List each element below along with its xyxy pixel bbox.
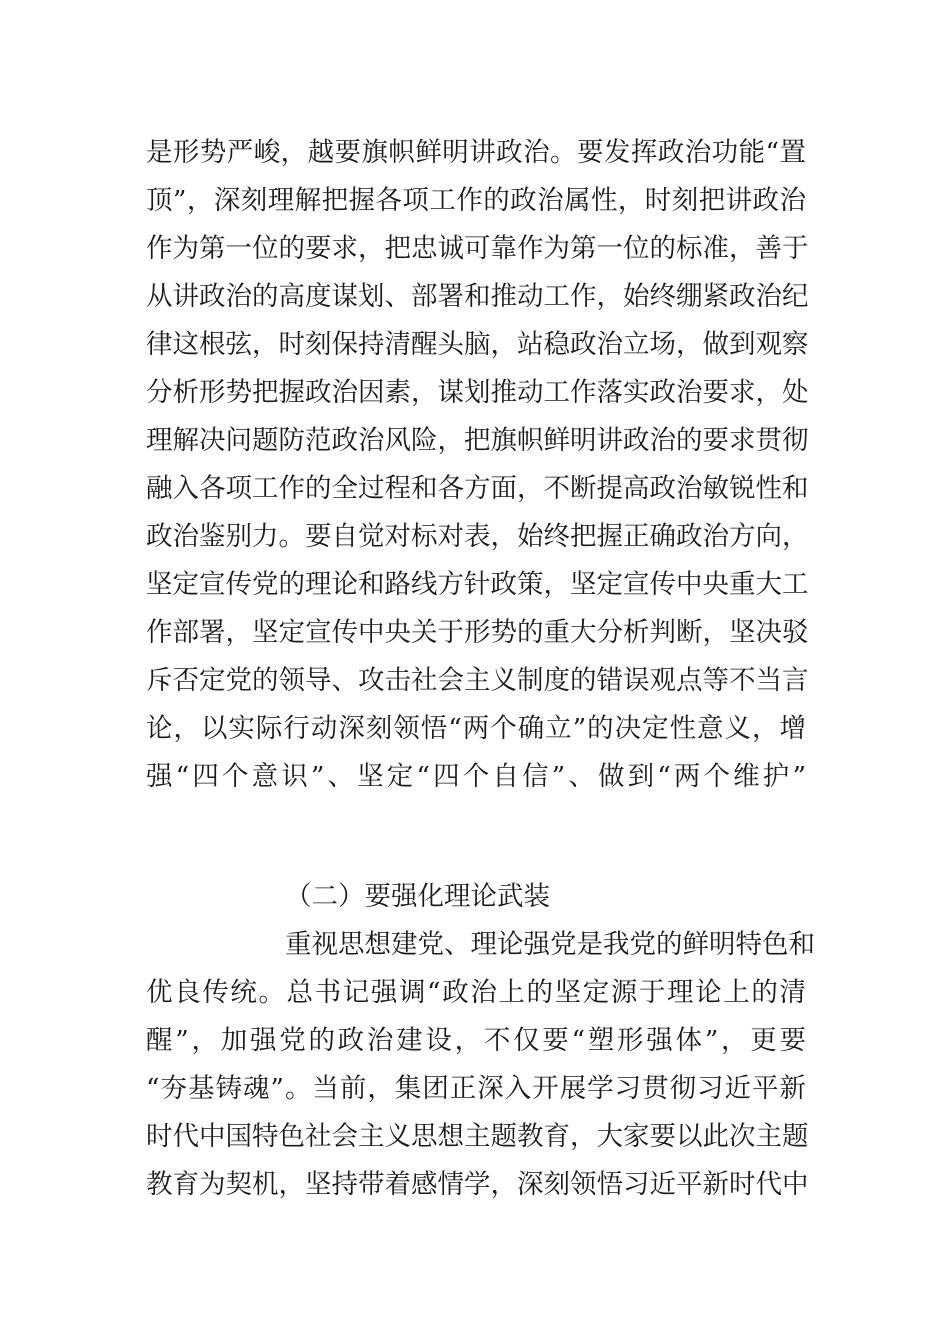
paragraph-line: 作为第一位的要求，把忠诚可靠作为第一位的标准，善于: [146, 233, 809, 264]
paragraph-first-line: 重视思想建党、理论强党是我党的鲜明特色和: [285, 929, 815, 960]
paragraph-line: “夯基铸魂”。当前，集团正深入开展学习贯彻习近平新: [146, 1073, 806, 1104]
paragraph-line: 从讲政治的高度谋划、部署和推动工作，始终绷紧政治纪: [146, 281, 809, 312]
paragraph-line: 教育为契机，坚持带着感情学，深刻领悟习近平新时代中: [146, 1169, 809, 1200]
paragraph-line: 融入各项工作的全过程和各方面，不断提高政治敏锐性和: [146, 473, 809, 504]
paragraph-line: 作部署，坚定宣传中央关于形势的重大分析判断，坚决驳: [146, 617, 809, 648]
paragraph-line: 政治鉴别力。要自觉对标对表，始终把握正确政治方向，: [146, 521, 809, 552]
paragraph-line: 理解决问题防范政治风险，把旗帜鲜明讲政治的要求贯彻: [146, 425, 809, 456]
paragraph-line: 论，以实际行动深刻领悟“两个确立”的决定性意义，增: [146, 713, 806, 744]
paragraph-line: 顶”，深刻理解把握各项工作的政治属性，时刻把讲政治: [146, 185, 806, 216]
paragraph-line: 是形势严峻，越要旗帜鲜明讲政治。要发挥政治功能“置: [146, 137, 806, 168]
paragraph-line: 分析形势把握政治因素，谋划推动工作落实政治要求，处: [146, 377, 809, 408]
paragraph-line: 强“四个意识”、坚定“四个自信”、做到“两个维护”: [146, 761, 806, 792]
section-heading: （二）要强化理论武装: [285, 881, 550, 912]
paragraph-line: 醒”，加强党的政治建设，不仅要“塑形强体”，更要: [146, 1025, 806, 1056]
paragraph-line: 斥否定党的领导、攻击社会主义制度的错误观点等不当言: [146, 665, 809, 696]
paragraph-line: 时代中国特色社会主义思想主题教育，大家要以此次主题: [146, 1121, 809, 1152]
paragraph-line: 坚定宣传党的理论和路线方针政策，坚定宣传中央重大工: [146, 569, 809, 600]
paragraph-line: 律这根弦，时刻保持清醒头脑，站稳政治立场，做到观察: [146, 329, 809, 360]
paragraph-line: 优良传统。总书记强调“政治上的坚定源于理论上的清: [146, 977, 806, 1008]
